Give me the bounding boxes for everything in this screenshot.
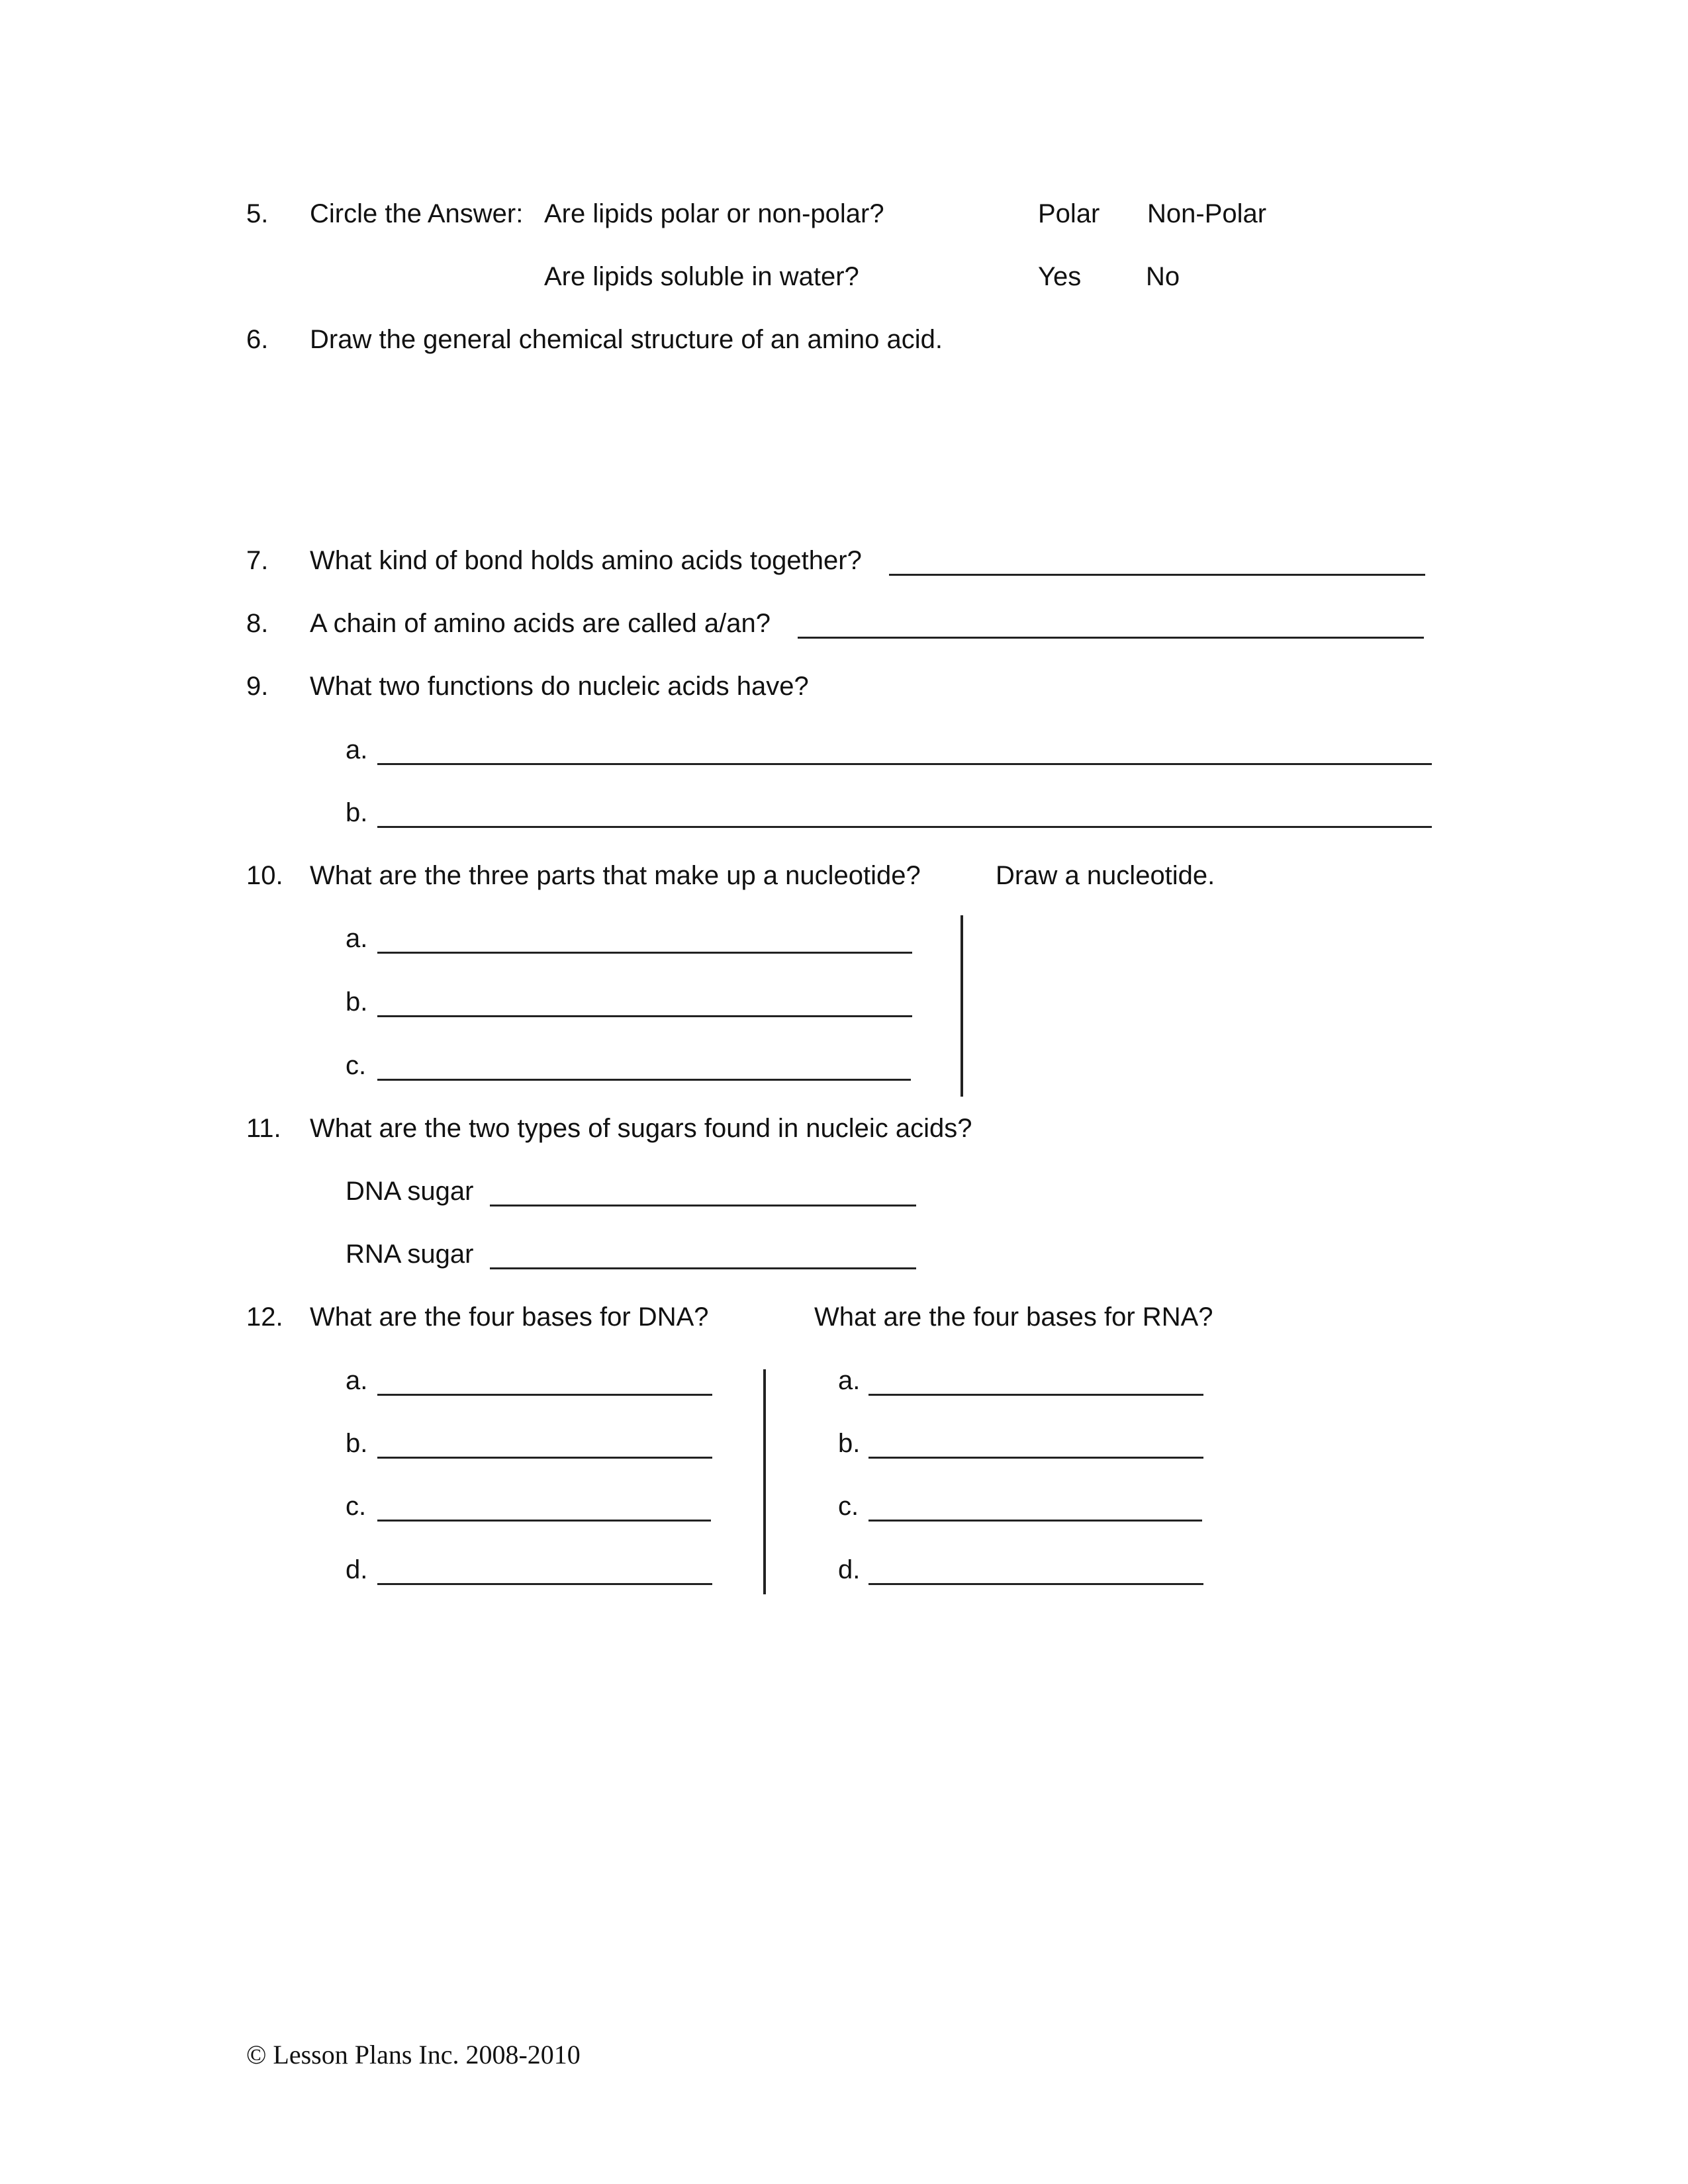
- q11-dna-answer-line[interactable]: [490, 1205, 916, 1206]
- q12-dna-answer-line-d[interactable]: [377, 1583, 712, 1585]
- q7-question: What kind of bond holds amino acids together?: [310, 546, 862, 575]
- q8-question: A chain of amino acids are called a/an?: [310, 609, 771, 638]
- q11-number: 11.: [246, 1114, 281, 1143]
- q10-number: 10.: [246, 861, 283, 890]
- q12-dna-answer-line-c[interactable]: [377, 1520, 711, 1522]
- q10-answer-line-a[interactable]: [377, 952, 912, 954]
- q12-dna-label-c: c.: [346, 1492, 367, 1521]
- q12-rna-answer-line-b[interactable]: [868, 1457, 1203, 1459]
- q12-rna-answer-line-c[interactable]: [868, 1520, 1202, 1522]
- q12-number: 12.: [246, 1302, 283, 1332]
- q5-lead: Circle the Answer:: [310, 199, 524, 228]
- q5-question-polar: Are lipids polar or non-polar?: [544, 199, 884, 228]
- q11-rna-label: RNA sugar: [346, 1240, 474, 1269]
- q10-label-b: b.: [346, 987, 368, 1017]
- q9-label-a: a.: [346, 735, 368, 764]
- q12-dna-answer-line-a[interactable]: [377, 1394, 712, 1396]
- q11-rna-answer-line[interactable]: [490, 1267, 916, 1269]
- q11-dna-label: DNA sugar: [346, 1177, 474, 1206]
- q10-answer-line-c[interactable]: [377, 1079, 911, 1081]
- q6-number: 6.: [246, 325, 269, 354]
- q5-option-polar[interactable]: Polar: [1038, 199, 1100, 228]
- q12-rna-label-c: c.: [838, 1492, 859, 1521]
- q11-question: What are the two types of sugars found in nucleic acids?: [310, 1114, 972, 1143]
- q12-dna-label-b: b.: [346, 1429, 368, 1458]
- q12-rna-answer-line-a[interactable]: [868, 1394, 1203, 1396]
- q12-rna-label-b: b.: [838, 1429, 861, 1458]
- q10-label-a: a.: [346, 924, 368, 953]
- q5-option-no[interactable]: No: [1146, 262, 1180, 291]
- q10-divider: [961, 915, 963, 1097]
- q6-question: Draw the general chemical structure of an amino acid.: [310, 325, 943, 354]
- q9-answer-line-a[interactable]: [377, 763, 1432, 765]
- q9-question: What two functions do nucleic acids have?: [310, 672, 809, 701]
- q9-answer-line-b[interactable]: [377, 826, 1432, 828]
- q12-divider: [763, 1369, 766, 1594]
- q8-answer-line[interactable]: [798, 637, 1424, 639]
- q12-rna-label-a: a.: [838, 1366, 861, 1395]
- q5-option-yes[interactable]: Yes: [1038, 262, 1082, 291]
- q5-option-non-polar[interactable]: Non-Polar: [1147, 199, 1267, 228]
- q12-rna-label-d: d.: [838, 1555, 861, 1584]
- q10-draw-prompt: Draw a nucleotide.: [996, 861, 1215, 890]
- q12-rna-answer-line-d[interactable]: [868, 1583, 1203, 1585]
- q10-answer-line-b[interactable]: [377, 1015, 912, 1017]
- q10-question: What are the three parts that make up a nucleotide?: [310, 861, 921, 890]
- footer-copyright: © Lesson Plans Inc. 2008-2010: [246, 2040, 581, 2070]
- q6-drawing-area[interactable]: [310, 371, 1435, 529]
- q10-label-c: c.: [346, 1051, 367, 1080]
- q8-number: 8.: [246, 609, 269, 638]
- q12-dna-question: What are the four bases for DNA?: [310, 1302, 709, 1332]
- q10-drawing-area[interactable]: [980, 915, 1430, 1097]
- q7-number: 7.: [246, 546, 269, 575]
- q7-answer-line[interactable]: [889, 574, 1425, 576]
- q9-label-b: b.: [346, 798, 368, 827]
- q5-question-soluble: Are lipids soluble in water?: [544, 262, 859, 291]
- q12-dna-label-d: d.: [346, 1555, 368, 1584]
- q9-number: 9.: [246, 672, 269, 701]
- q5-number: 5.: [246, 199, 269, 228]
- q12-rna-question: What are the four bases for RNA?: [814, 1302, 1213, 1332]
- q12-dna-answer-line-b[interactable]: [377, 1457, 712, 1459]
- q12-dna-label-a: a.: [346, 1366, 368, 1395]
